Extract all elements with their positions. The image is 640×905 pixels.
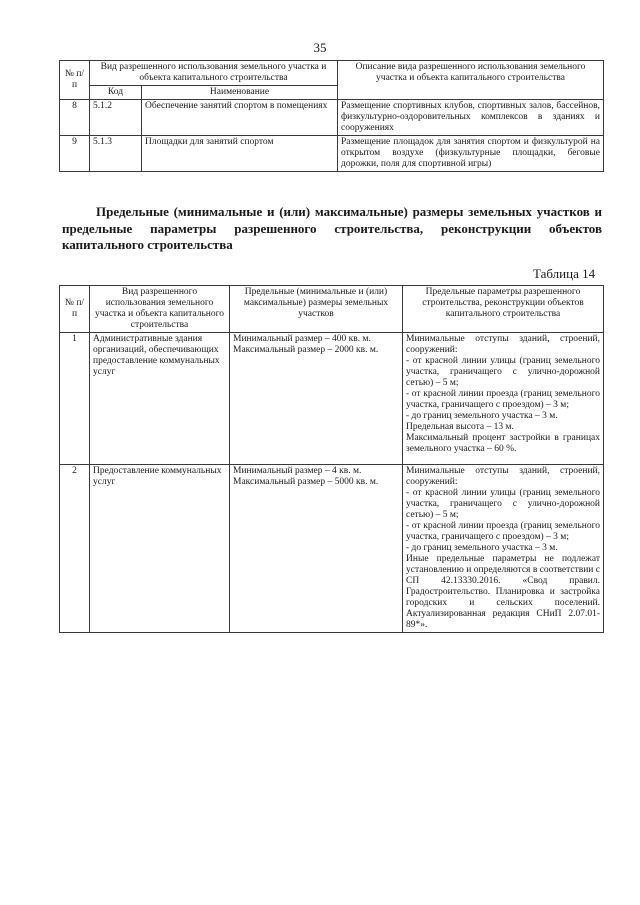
- row-sizes: [230, 465, 403, 633]
- row-kind: Предоставление коммунальных услуг: [90, 465, 230, 633]
- land-use-table-continued: [59, 60, 604, 172]
- param-line: Иные предельные параметры не подлежат установлению и определяются в соответствии с СП 42.13330.2016. «Свод правил. Градостроительство. Планировка и застройка городских и сельских поселений. Актуализированная редакция СНиП 2.07.01-89*».: [406, 554, 600, 630]
- table-row: [60, 136, 604, 172]
- row-num: 2: [60, 465, 90, 633]
- header-kind: Вид разрешенного использования земельного участка и объекта капитального строительства: [90, 286, 230, 333]
- row-name: Обеспечение занятий спортом в помещениях: [142, 100, 338, 136]
- limit-parameters-table: [59, 285, 604, 633]
- param-line: Предельная высота – 13 м.: [406, 422, 514, 432]
- row-params: [403, 333, 604, 465]
- row-params: [403, 465, 604, 633]
- header-kind: Вид разрешенного использования земельного участка и объекта капитального строительства: [90, 61, 338, 86]
- param-line: Минимальные отступы зданий, строений, сооружений:: [406, 334, 600, 355]
- table-row: [60, 100, 604, 136]
- header-description: Описание вида разрешенного использования земельного участка и объекта капитального строительства: [338, 61, 604, 100]
- size-max: Максимальный размер – 5000 кв. м.: [233, 477, 379, 487]
- row-code: 5.1.3: [90, 136, 142, 172]
- size-max: Максимальный размер – 2000 кв. м.: [233, 345, 379, 355]
- header-name: Наименование: [142, 86, 338, 100]
- row-num: 8: [60, 100, 90, 136]
- row-description: Размещение площадок для занятия спортом и физкультурой на открытом воздухе (физкультурные площадки, беговые дорожки, поля для спортивной игры): [338, 136, 604, 172]
- row-kind: Административные здания организаций, обеспечивающих предоставление коммунальных услуг: [90, 333, 230, 465]
- header-sizes: Предельные (минимальные и (или) максимальные) размеры земельных участков: [230, 286, 403, 333]
- size-min: Минимальный размер – 4 кв. м.: [233, 466, 362, 476]
- header-num: № п/п: [60, 61, 90, 100]
- row-code: 5.1.2: [90, 100, 142, 136]
- row-num: 1: [60, 333, 90, 465]
- section-heading: Предельные (минимальные и (или) максимальные) размеры земельных участков и предельные параметры разрешенного строительства, реконструкции объектов капитального строительства: [62, 204, 602, 252]
- table-label: Таблица 14: [533, 266, 596, 281]
- param-line: Минимальные отступы зданий, строений, сооружений:: [406, 466, 600, 487]
- table-row: [60, 333, 604, 465]
- param-line: - до границ земельного участка – 3 м.: [406, 411, 558, 421]
- row-num: 9: [60, 136, 90, 172]
- header-num: № п/п: [60, 286, 90, 333]
- param-line: - от красной линии улицы (границ земельного участка, граничащего с улично-дорожной сетью) – 5 м;: [406, 488, 600, 520]
- param-line: - до границ земельного участка – 3 м.: [406, 543, 558, 553]
- table-row: [60, 465, 604, 633]
- param-line: - от красной линии проезда (границ земельного участка, граничащего с проездом) – 3 м;: [406, 389, 600, 410]
- param-line: Максимальный процент застройки в границах земельного участка – 60 %.: [406, 433, 600, 454]
- row-name: Площадки для занятий спортом: [142, 136, 338, 172]
- size-min: Минимальный размер – 400 кв. м.: [233, 334, 371, 344]
- row-description: Размещение спортивных клубов, спортивных залов, бассейнов, физкультурно-оздоровительных комплексов в зданиях и сооружениях: [338, 100, 604, 136]
- param-line: - от красной линии проезда (границ земельного участка, граничащего с проездом) – 3 м;: [406, 521, 600, 542]
- header-code: Код: [90, 86, 142, 100]
- page-number: 35: [313, 40, 327, 55]
- row-sizes: [230, 333, 403, 465]
- header-params: Предельные параметры разрешенного строительства, реконструкции объектов капитального строительства: [403, 286, 604, 333]
- param-line: - от красной линии улицы (границ земельного участка, граничащего с улично-дорожной сетью) – 5 м;: [406, 356, 600, 388]
